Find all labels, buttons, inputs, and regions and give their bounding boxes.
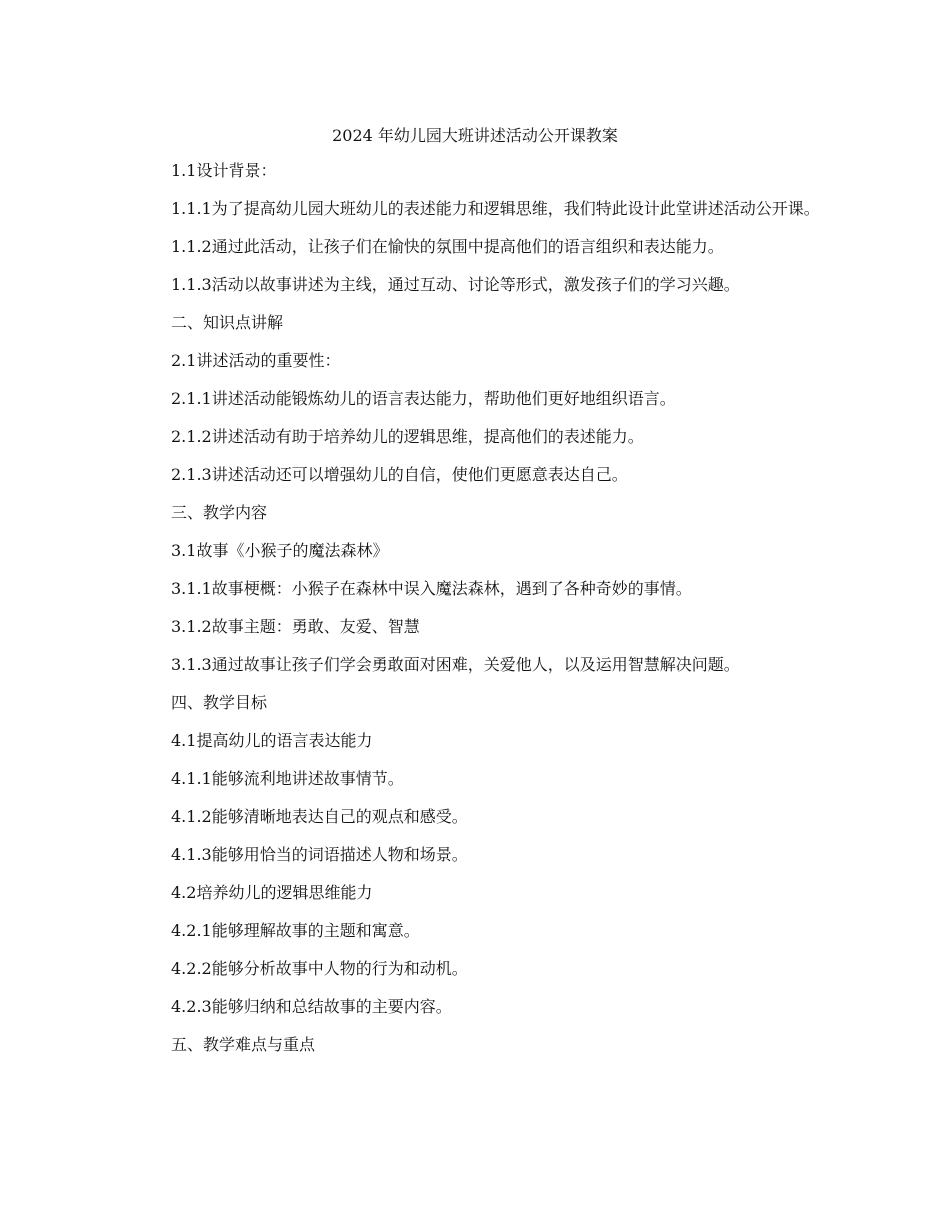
paragraph-4-1-2: 4.1.2能够清晰地表达自己的观点和感受。 xyxy=(171,807,468,826)
paragraph-2-1-2: 2.1.2讲述活动有助于培养幼儿的逻辑思维，提高他们的表述能力。 xyxy=(171,427,644,446)
paragraph-1-1-1: 1.1.1为了提高幼儿园大班幼儿的表述能力和逻辑思维，我们特此设计此堂讲述活动公开课。 xyxy=(171,199,820,218)
paragraph-2-1-1: 2.1.1讲述活动能锻炼幼儿的语言表达能力，帮助他们更好地组织语言。 xyxy=(171,389,676,408)
paragraph-1-1-3: 1.1.3活动以故事讲述为主线，通过互动、讨论等形式，激发孩子们的学习兴趣。 xyxy=(171,275,740,294)
document-title: 2024 年幼儿园大班讲述活动公开课教案 xyxy=(332,126,618,145)
heading-3-1: 3.1故事《小猴子的魔法森林》 xyxy=(171,541,389,560)
paragraph-4-2-2: 4.2.2能够分析故事中人物的行为和动机。 xyxy=(171,959,468,978)
heading-4-2: 4.2培养幼儿的逻辑思维能力 xyxy=(171,883,373,902)
paragraph-3-1-3: 3.1.3通过故事让孩子们学会勇敢面对困难，关爱他人，以及运用智慧解决问题。 xyxy=(171,655,740,674)
paragraph-4-1-1: 4.1.1能够流利地讲述故事情节。 xyxy=(171,769,404,788)
section-heading-4: 四、教学目标 xyxy=(171,693,268,712)
document-body xyxy=(139,159,829,1071)
paragraph-4-2-3: 4.2.3能够归纳和总结故事的主要内容。 xyxy=(171,997,452,1016)
paragraph-2-1-3: 2.1.3讲述活动还可以增强幼儿的自信，使他们更愿意表达自己。 xyxy=(171,465,628,484)
section-heading-5: 五、教学难点与重点 xyxy=(171,1035,316,1054)
paragraph-4-1-3: 4.1.3能够用恰当的词语描述人物和场景。 xyxy=(171,845,468,864)
heading-4-1: 4.1提高幼儿的语言表达能力 xyxy=(171,731,373,750)
heading-1-1: 1.1设计背景： xyxy=(171,161,277,180)
paragraph-3-1-2: 3.1.2故事主题：勇敢、友爱、智慧 xyxy=(171,617,420,636)
paragraph-4-2-1: 4.2.1能够理解故事的主题和寓意。 xyxy=(171,921,420,940)
paragraph-1-1-2: 1.1.2通过此活动，让孩子们在愉快的氛围中提高他们的语言组织和表达能力。 xyxy=(171,237,724,256)
heading-2-1: 2.1讲述活动的重要性： xyxy=(171,351,341,370)
section-heading-2: 二、知识点讲解 xyxy=(171,313,284,332)
section-heading-3: 三、教学内容 xyxy=(171,503,268,522)
paragraph-3-1-1: 3.1.1故事梗概：小猴子在森林中误入魔法森林，遇到了各种奇妙的事情。 xyxy=(171,579,692,598)
